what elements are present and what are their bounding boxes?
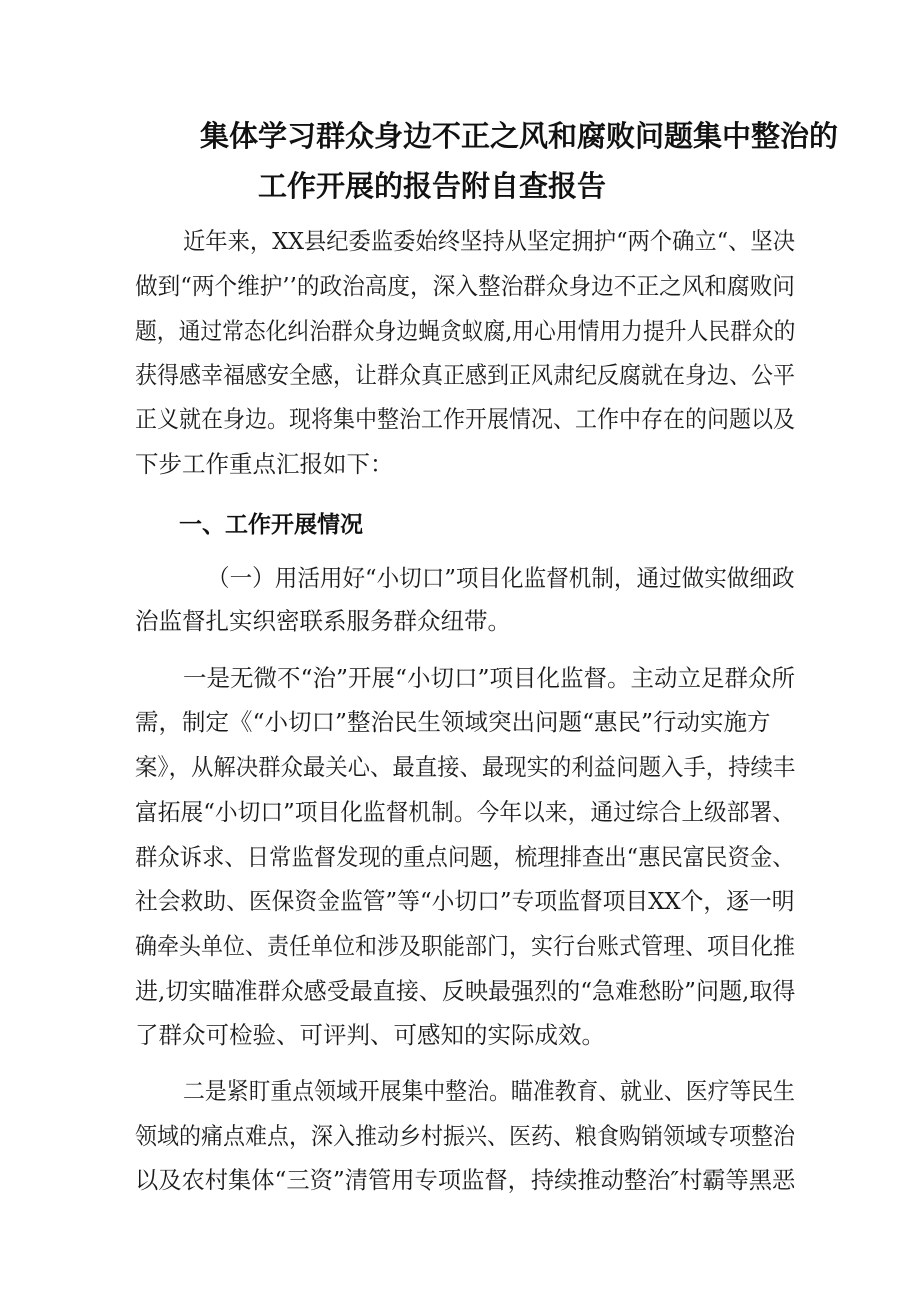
paragraph-line: 需，制定《“小切口”整治民生领域突出问题“惠民”行动实施方	[135, 708, 771, 736]
paragraph-line: 二是紧盯重点领域开展集中整治。瞄准教育、就业、医疗等民生	[183, 1077, 795, 1105]
intro-line: 下步工作重点汇报如下：	[135, 450, 394, 478]
paragraph-line: 社会救助、医保资金监管”等“小切口”专项监督项目XX个，逐一明	[135, 887, 795, 915]
paragraph-line: 群众诉求、日常监督发现的重点问题，梳理排查出“惠民富民资金、	[135, 843, 795, 871]
paragraph-line: 确牵头单位、责任单位和涉及职能部门，实行台账式管理、项目化推	[135, 932, 795, 960]
intro-line: 近年来，XX县纪委监委始终坚持从坚定拥护“两个确立“、坚决	[183, 227, 795, 255]
paragraph-line: 了群众可检验、可评判、可感知的实际成效。	[135, 1021, 605, 1049]
paragraph-line: 领域的痛点难点，深入推动乡村振兴、医药、粮食购销领域专项整治	[135, 1122, 795, 1150]
section-heading: 一、工作开展情况	[179, 512, 363, 538]
document-title-line-2: 工作开展的报告附自查报告	[258, 169, 607, 203]
subsection-line: 治监督扎实织密联系服务群众纽带。	[135, 607, 511, 635]
document-title-line-1: 集体学习群众身边不正之风和腐败问题集中整治的	[200, 119, 839, 153]
paragraph-line: 以及农村集体“三资”清管用专项监督，持续推动整治″村霸等黑恶	[135, 1166, 796, 1194]
paragraph-line: 进,切实瞄准群众感受最直接、反映最强烈的“急难愁盼”问题,取得	[135, 977, 796, 1005]
intro-line: 正义就在身边。现将集中整治工作开展情况、工作中存在的问题以及	[135, 405, 795, 433]
paragraph-line: 富拓展“小切口”项目化监督机制。今年以来，通过综合上级部署、	[135, 798, 796, 826]
subsection-line: （一）用活用好“小切口”项目化监督机制，通过做实做细政	[207, 564, 795, 592]
paragraph-line: 案》，从解决群众最关心、最直接、最现实的利益问题入手，持续丰	[135, 753, 796, 781]
intro-line: 题，通过常态化纠治群众身边蝇贪蚁腐,用心用情用力提升人民群众的	[135, 317, 796, 345]
intro-line: 获得感幸福感安全感，让群众真正感到正风肃纪反腐就在身边、公平	[135, 361, 795, 389]
intro-line: 做到“两个维护’’的政治高度，深入整治群众身边不正之风和腐败问	[135, 272, 795, 300]
paragraph-line: 一是无微不“治”开展“小切口”项目化监督。主动立足群众所	[183, 664, 796, 692]
